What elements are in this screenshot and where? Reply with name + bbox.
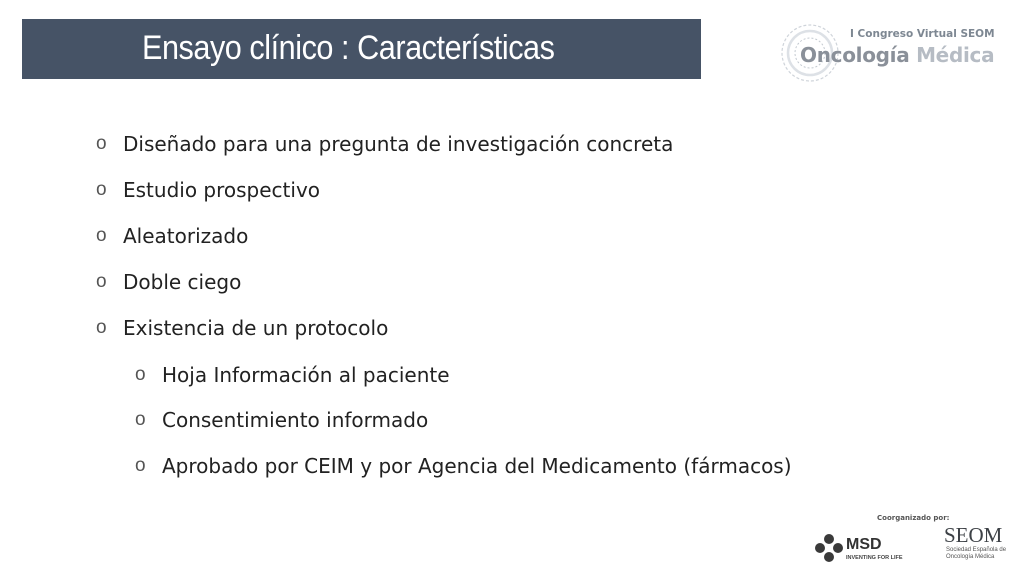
- seom-logo: [944, 523, 1014, 571]
- logo-word-medica: Médica: [916, 43, 995, 67]
- bullet-marker: o: [135, 455, 146, 476]
- bullet-marker: o: [96, 317, 107, 338]
- list-item-text: Diseñado para una pregunta de investigación concreta: [123, 132, 674, 156]
- list-item-text: Aprobado por CEIM y por Agencia del Medicamento (fármacos): [162, 454, 792, 478]
- bullet-marker: o: [135, 364, 146, 385]
- msd-emblem-icon: [814, 533, 844, 563]
- list-item-text: Estudio prospectivo: [123, 178, 321, 202]
- bullet-marker: o: [96, 133, 107, 154]
- msd-name: MSD: [846, 536, 882, 553]
- bullet-marker: o: [96, 179, 107, 200]
- congress-label: I Congreso Virtual SEOM: [850, 28, 995, 40]
- bullet-marker: o: [96, 225, 107, 246]
- coorganized-label: Coorganizado por:: [877, 514, 950, 522]
- slide-title: Ensayo clínico : Características: [142, 29, 555, 67]
- logo-word-oncologia: Oncología: [800, 43, 910, 67]
- list-item-text: Existencia de un protocolo: [123, 316, 389, 340]
- list-item-text: Consentimiento informado: [162, 408, 429, 432]
- bullet-marker: o: [135, 409, 146, 430]
- msd-tagline: INVENTING FOR LIFE: [846, 555, 903, 561]
- list-item-text: Hoja Información al paciente: [162, 363, 450, 387]
- bullet-marker: o: [96, 271, 107, 292]
- seom-subtitle: Sociedad Española de Oncología Médica: [946, 547, 1007, 560]
- list-item-text: Aleatorizado: [123, 224, 249, 248]
- msd-logo: [812, 531, 922, 567]
- list-item-text: Doble ciego: [123, 270, 242, 294]
- seom-name: SEOM: [944, 523, 1003, 547]
